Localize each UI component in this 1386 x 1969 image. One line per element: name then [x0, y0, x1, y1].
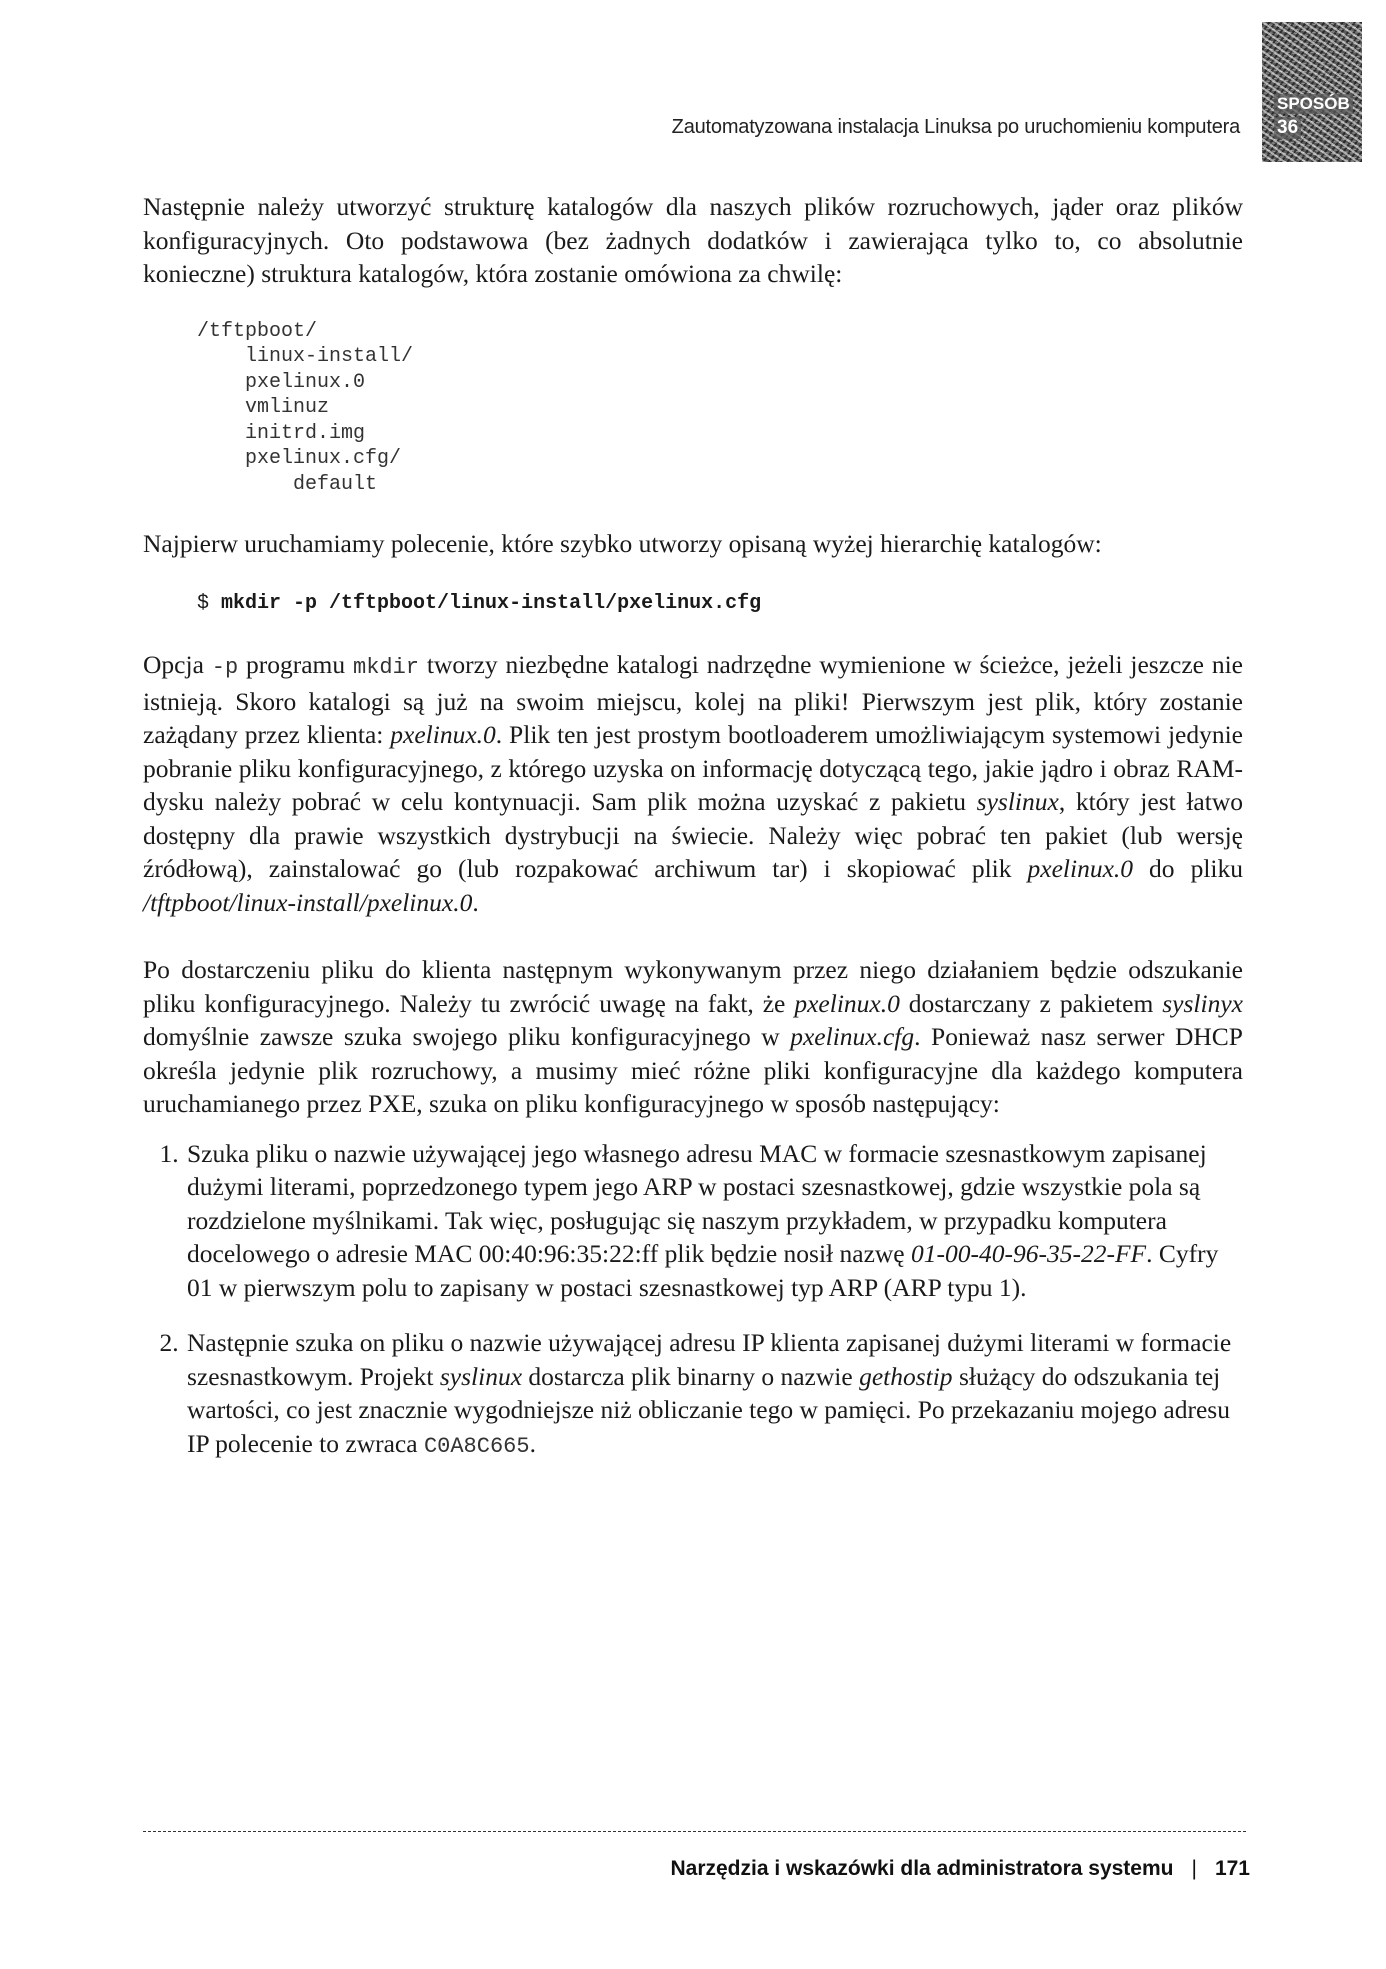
paragraph-intro: Następnie należy utworzyć strukturę katalogów dla naszych plików rozruchowych, jąder oraz plików konfiguracyjnych. Oto podstawowa (bez żadnych dodatków i zawierająca tylko to, co absolutnie konieczne) struktura katalogów, która zostanie omówiona za chwilę: [143, 192, 1243, 288]
inline-path: /tftpboot/linux-install/pxelinux.0 [143, 887, 473, 917]
inline-dirname: pxelinux.cfg [790, 1022, 915, 1051]
inline-package: syslinux [976, 787, 1059, 816]
list-item: 2. Następnie szuka on pliku o nazwie używającej adresu IP klienta zapisanej dużymi literami w formacie szesnastkowym. Projekt syslinux dostarcza plik binarny o nazwie gethostip służący do odszukania tej wartości, co jest znacznie wygodniejsze niż obliczanie tego w pamięci. Po przekazaniu mojego adresu IP polecenie to zwraca C0A8C665. [185, 1326, 1243, 1463]
sposob-badge-label: SPOSÓB [1274, 94, 1353, 114]
command-text: mkdir -p /tftpboot/linux-install/pxelinux.cfg [221, 591, 762, 615]
search-order-list [143, 1137, 1243, 1464]
directory-tree-code: /tftpboot/ linux-install/ pxelinux.0 vmlinuz initrd.img pxelinux.cfg/ default [197, 319, 414, 496]
sposob-badge-number: 36 [1274, 117, 1301, 139]
inline-filename: pxelinux.0 [794, 988, 900, 1018]
paragraph-command-intro: Najpierw uruchamiamy polecenie, które szybko utworzy opisaną wyżej hierarchię katalogów: [143, 529, 1102, 558]
inline-filename: pxelinux.0 [1027, 854, 1134, 883]
running-head-title: Zautomatyzowana instalacja Linuksa po uruchomieniu komputera [671, 116, 1240, 138]
paragraph-pxelinux: Opcja -p programu mkdir tworzy niezbędne katalogi nadrzędne wymienione w ścieżce, jeżeli jeszcze nie istnieją. Skoro katalogi są już na swoim miejscu, kolej na pliki! Pierwszym jest plik, który zostanie zażądany przez klienta: pxelinux.0. Plik ten jest prostym bootloaderem umożliwiającym systemowi jedynie pobranie pliku konfiguracyjnego, z którego uzyska on informację dotyczącą tego, jakie jądro i obraz RAM-dysku należy pobrać w celu kontynuacji. Sam plik można uzyskać z pakietu syslinux, który jest łatwo dostępny dla prawie wszystkich dystrybucji na świecie. Należy więc pobrać ten pakiet (lub wersję źródłową), zainstalować go (lub rozpakować archiwum tar) i skopiować plik pxelinux.0 do pliku /tftpboot/linux-install/pxelinux.0. [143, 650, 1244, 917]
inline-code-option: -p [211, 655, 239, 680]
paragraph-config-search: Po dostarczeniu pliku do klienta następnym wykonywanym przez niego działaniem będzie odszukanie pliku konfiguracyjnego. Należy tu zwrócić uwagę na fakt, że pxelinux.0 dostarczany z pakietem syslinyx domyślnie zawsze szuka swojego pliku konfiguracyjnego w pxelinux.cfg. Ponieważ nasz serwer DHCP określa jedynie plik rozruchowy, a musimy mieć różne pliki konfiguracyjne dla każdego komputera uruchamianego przez PXE, szuka on pliku konfiguracyjnego w sposób następujący: [143, 955, 1243, 1118]
footer-separator: | [1191, 1857, 1197, 1880]
inline-program: gethostip [859, 1361, 953, 1391]
list-item: 1. Szuka pliku o nazwie używającej jego własnego adresu MAC w formacie szesnastkowym zapisanej dużymi literami, poprzedzonego typem jego ARP w postaci szesnastkowej, gdzie wszystkie pola są rozdzielone myślnikami. Tak więc, posługując się naszym przykładem, w przypadku komputera docelowego o adresie MAC 00:40:96:35:22:ff plik będzie nosił nazwę 01-00-40-96-35-22-FF. Cyfry 01 w pierwszym polu to zapisany w postaci szesnastkowej typ ARP (ARP typu 1). [185, 1137, 1243, 1305]
page-footer [670, 1857, 1250, 1881]
footer-divider [143, 1831, 1246, 1832]
command-line [197, 587, 1243, 621]
page-body [143, 190, 1243, 1485]
footer-book-title: Narzędzia i wskazówki dla administratora systemu [670, 1857, 1174, 1880]
inline-package: syslinux [439, 1361, 523, 1391]
sposob-badge [1262, 22, 1362, 162]
page-number: 171 [1214, 1857, 1250, 1880]
inline-package: syslinyx [1162, 988, 1243, 1018]
inline-filename: 01-00-40-96-35-22-FF [911, 1239, 1147, 1268]
inline-code-hex: C0A8C665 [423, 1433, 530, 1459]
inline-code-mkdir: mkdir [353, 655, 420, 680]
inline-filename: pxelinux.0 [390, 720, 496, 749]
command-prompt: $ [197, 591, 222, 615]
